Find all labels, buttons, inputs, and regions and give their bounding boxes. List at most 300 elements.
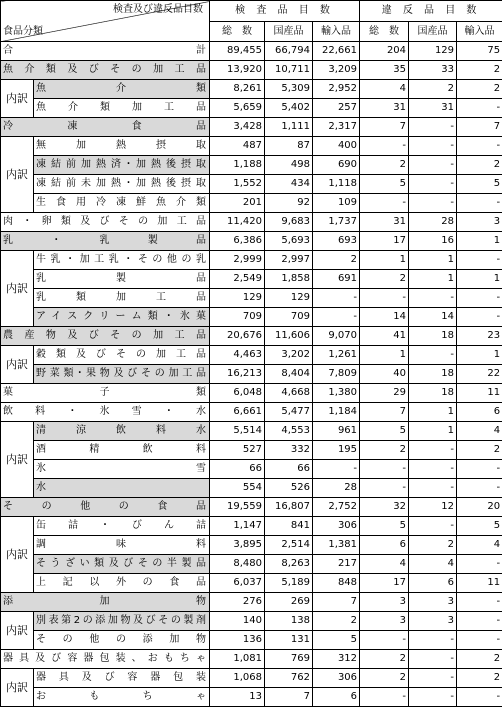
inspected-domestic-header: 国産品 [265, 22, 313, 42]
inspected-total-cell: 1,081 [210, 650, 265, 669]
violations-total-cell: 7 [360, 118, 409, 137]
violations-total-cell: 204 [360, 42, 409, 61]
violations-imported-cell: - [457, 289, 502, 308]
inspected-imported-cell: 306 [313, 517, 360, 536]
inspected-domestic-cell: 332 [265, 441, 313, 460]
subcategory-label: 野菜類･果物及びその加工品 [34, 365, 210, 384]
violations-imported-header: 輸入品 [457, 22, 502, 42]
violations-domestic-cell: - [409, 479, 457, 498]
subcategory-label: 凍結前加熱済･加熱後摂取 [34, 156, 210, 175]
table-row [1, 308, 502, 327]
violations-total-cell: 1 [360, 251, 409, 270]
breakdown-label: 内訳 [1, 80, 34, 118]
inspected-total-cell: 6,037 [210, 574, 265, 593]
violations-domestic-cell: 3 [409, 612, 457, 631]
inspected-domestic-cell: 4,668 [265, 384, 313, 403]
table-row [1, 555, 502, 574]
corner-bottom-label: 食品分類 [3, 27, 43, 37]
violations-imported-cell: - [457, 308, 502, 327]
violations-domestic-cell: - [409, 175, 457, 194]
table-row [1, 42, 502, 61]
breakdown-label: 内訳 [1, 517, 34, 593]
inspected-total-cell: 4,463 [210, 346, 265, 365]
inspected-domestic-cell: 5,693 [265, 232, 313, 251]
subcategory-label: 氷 雪 [34, 460, 210, 479]
violations-imported-cell: 1 [457, 232, 502, 251]
table-row [1, 631, 502, 650]
table-row [1, 498, 502, 517]
violations-total-cell: 31 [360, 99, 409, 118]
inspected-total-cell: 13 [210, 688, 265, 707]
breakdown-label: 内訳 [1, 346, 34, 384]
table-row [1, 194, 502, 213]
inspected-total-cell: 1,188 [210, 156, 265, 175]
category-label: 農産物及びその加工品 [1, 327, 210, 346]
inspected-domestic-cell: 8,263 [265, 555, 313, 574]
inspected-domestic-cell: 1,111 [265, 118, 313, 137]
subcategory-label: 生食用冷凍鮮魚介類 [34, 194, 210, 213]
violations-domestic-cell: 18 [409, 384, 457, 403]
violations-total-cell: 4 [360, 80, 409, 99]
inspected-imported-cell: 1,380 [313, 384, 360, 403]
corner-top-label: 検査及び違反品目数 [113, 5, 203, 15]
violations-group-header: 違 反 品 目 数 [360, 1, 502, 22]
table-row [1, 346, 502, 365]
breakdown-label: 内訳 [1, 251, 34, 327]
inspected-domestic-cell: 87 [265, 137, 313, 156]
subcategory-label: 上記以外の食品 [34, 574, 210, 593]
breakdown-label: 内訳 [1, 669, 34, 707]
violations-domestic-cell: 4 [409, 555, 457, 574]
violations-imported-cell: - [457, 688, 502, 707]
inspected-total-cell: 709 [210, 308, 265, 327]
inspected-total-cell: 13,920 [210, 61, 265, 80]
violations-domestic-cell: 1 [409, 251, 457, 270]
table-row [1, 536, 502, 555]
violations-domestic-cell: - [409, 460, 457, 479]
violations-domestic-cell: 33 [409, 61, 457, 80]
breakdown-label: 内訳 [1, 612, 34, 650]
inspected-domestic-cell: 131 [265, 631, 313, 650]
violations-imported-cell: 5 [457, 175, 502, 194]
violations-total-cell: - [360, 688, 409, 707]
table-row [1, 270, 502, 289]
inspected-total-header: 総 数 [210, 22, 265, 42]
inspected-total-cell: 5,659 [210, 99, 265, 118]
table-row [1, 517, 502, 536]
violations-total-cell: 31 [360, 213, 409, 232]
table-row [1, 479, 502, 498]
violations-total-cell: 17 [360, 232, 409, 251]
violations-domestic-cell: - [409, 650, 457, 669]
inspected-imported-cell: 961 [313, 422, 360, 441]
violations-imported-cell: - [457, 593, 502, 612]
inspected-total-cell: 6,386 [210, 232, 265, 251]
inspected-imported-cell: 400 [313, 137, 360, 156]
category-label: 乳 ・ 乳 製 品 [1, 232, 210, 251]
violations-imported-cell: 3 [457, 213, 502, 232]
violations-imported-cell: - [457, 194, 502, 213]
inspected-total-cell: 20,676 [210, 327, 265, 346]
inspected-total-cell: 1,552 [210, 175, 265, 194]
subcategory-label: アイスクリーム類・氷菓 [34, 308, 210, 327]
inspected-domestic-cell: 2,514 [265, 536, 313, 555]
violations-total-cell: 2 [360, 156, 409, 175]
inspected-total-cell: 136 [210, 631, 265, 650]
violations-imported-cell: 5 [457, 517, 502, 536]
category-label: 菓 子 類 [1, 384, 210, 403]
inspected-imported-cell: 7,809 [313, 365, 360, 384]
violations-total-cell: 4 [360, 555, 409, 574]
table-row [1, 593, 502, 612]
inspected-domestic-cell: 269 [265, 593, 313, 612]
violations-domestic-cell: 28 [409, 213, 457, 232]
header-row-1 [1, 1, 502, 22]
table-row [1, 213, 502, 232]
subcategory-label: 乳類加工品 [34, 289, 210, 308]
inspected-domestic-cell: 4,553 [265, 422, 313, 441]
inspected-total-cell: 1,068 [210, 669, 265, 688]
violations-imported-cell: 11 [457, 384, 502, 403]
violations-imported-cell: 4 [457, 536, 502, 555]
inspected-total-cell: 89,455 [210, 42, 265, 61]
subcategory-label: 魚 介 類 [34, 80, 210, 99]
violations-domestic-cell: - [409, 441, 457, 460]
violations-imported-cell: - [457, 251, 502, 270]
inspected-domestic-cell: 709 [265, 308, 313, 327]
inspected-group-header: 検 査 品 目 数 [210, 1, 360, 22]
violations-total-cell: 6 [360, 536, 409, 555]
inspected-imported-cell: 2,952 [313, 80, 360, 99]
subcategory-label: その他の添加物 [34, 631, 210, 650]
violations-domestic-cell: 3 [409, 593, 457, 612]
violations-imported-cell: 4 [457, 422, 502, 441]
violations-domestic-cell: - [409, 517, 457, 536]
inspected-total-cell: 11,420 [210, 213, 265, 232]
category-label: 添 加 物 [1, 593, 210, 612]
violations-imported-cell: 2 [457, 80, 502, 99]
table-row [1, 156, 502, 175]
inspected-imported-cell: 195 [313, 441, 360, 460]
inspected-total-cell: 129 [210, 289, 265, 308]
violations-imported-cell: - [457, 555, 502, 574]
inspected-domestic-cell: 66,794 [265, 42, 313, 61]
subcategory-label: お も ち ゃ [34, 688, 210, 707]
subcategory-label: 魚介類加工品 [34, 99, 210, 118]
table-row [1, 612, 502, 631]
subcategory-label: 缶詰・びん詰 [34, 517, 210, 536]
inspected-imported-cell: 1,118 [313, 175, 360, 194]
violations-total-cell: - [360, 137, 409, 156]
inspected-imported-cell: - [313, 289, 360, 308]
inspected-total-cell: 3,895 [210, 536, 265, 555]
inspected-domestic-cell: 7 [265, 688, 313, 707]
inspected-imported-cell: 306 [313, 669, 360, 688]
violations-domestic-cell: 16 [409, 232, 457, 251]
inspected-domestic-cell: 434 [265, 175, 313, 194]
violations-domestic-cell: 1 [409, 422, 457, 441]
violations-domestic-cell: - [409, 289, 457, 308]
inspected-imported-cell: 1,737 [313, 213, 360, 232]
violations-domestic-cell: 31 [409, 99, 457, 118]
violations-total-cell: 40 [360, 365, 409, 384]
violations-total-header: 総 数 [360, 22, 409, 42]
table-row [1, 251, 502, 270]
inspected-domestic-cell: 10,711 [265, 61, 313, 80]
inspected-domestic-cell: 5,402 [265, 99, 313, 118]
violations-imported-cell: - [457, 631, 502, 650]
inspected-domestic-cell: 16,807 [265, 498, 313, 517]
inspected-domestic-cell: 5,309 [265, 80, 313, 99]
inspected-imported-cell: 2,752 [313, 498, 360, 517]
violations-imported-cell: - [457, 460, 502, 479]
violations-imported-cell: 2 [457, 441, 502, 460]
violations-imported-cell: 11 [457, 574, 502, 593]
violations-domestic-cell: - [409, 156, 457, 175]
category-label: 肉・卵類及びその加工品 [1, 213, 210, 232]
violations-imported-cell: 22 [457, 365, 502, 384]
inspected-total-cell: 487 [210, 137, 265, 156]
violations-total-cell: - [360, 194, 409, 213]
inspected-imported-cell: 1,381 [313, 536, 360, 555]
inspected-domestic-cell: 498 [265, 156, 313, 175]
inspected-total-cell: 16,213 [210, 365, 265, 384]
inspected-total-cell: 201 [210, 194, 265, 213]
violations-domestic-cell: - [409, 137, 457, 156]
inspected-imported-cell: 1,184 [313, 403, 360, 422]
corner-header-cell [1, 1, 210, 42]
table-row [1, 175, 502, 194]
violations-domestic-cell: 1 [409, 403, 457, 422]
violations-imported-cell: 1 [457, 270, 502, 289]
inspected-total-cell: 8,261 [210, 80, 265, 99]
table-row [1, 460, 502, 479]
violations-total-cell: 5 [360, 517, 409, 536]
violations-total-cell: 7 [360, 403, 409, 422]
subcategory-label: 酒 精 飲 料 [34, 441, 210, 460]
inspected-domestic-cell: 5,189 [265, 574, 313, 593]
inspected-imported-cell: 7 [313, 593, 360, 612]
subcategory-label: 清涼飲料水 [34, 422, 210, 441]
category-label: 器具及び容器包装、おもちゃ [1, 650, 210, 669]
table-row [1, 422, 502, 441]
inspected-total-cell: 6,048 [210, 384, 265, 403]
category-label: 飲料・氷雪・水 [1, 403, 210, 422]
subcategory-label: 牛乳・加工乳・その他の乳 [34, 251, 210, 270]
subcategory-label: 別表第2の添加物及びその製剤 [34, 612, 210, 631]
table-row [1, 384, 502, 403]
inspected-total-cell: 554 [210, 479, 265, 498]
inspected-domestic-cell: 841 [265, 517, 313, 536]
violations-domestic-cell: 1 [409, 270, 457, 289]
violations-total-cell: 29 [360, 384, 409, 403]
violations-domestic-cell: 2 [409, 536, 457, 555]
violations-total-cell: 5 [360, 422, 409, 441]
inspected-imported-cell: 109 [313, 194, 360, 213]
inspected-domestic-cell: 66 [265, 460, 313, 479]
inspected-total-cell: 66 [210, 460, 265, 479]
inspected-imported-cell: 257 [313, 99, 360, 118]
inspected-domestic-cell: 3,202 [265, 346, 313, 365]
table-row [1, 669, 502, 688]
violations-total-cell: 17 [360, 574, 409, 593]
inspected-imported-cell: 690 [313, 156, 360, 175]
violations-domestic-cell: 18 [409, 327, 457, 346]
inspected-total-cell: 2,549 [210, 270, 265, 289]
subcategory-label: 調 味 料 [34, 536, 210, 555]
table-row [1, 327, 502, 346]
violations-domestic-cell: - [409, 118, 457, 137]
inspected-imported-cell: - [313, 460, 360, 479]
breakdown-label: 内訳 [1, 422, 34, 498]
violations-imported-cell: 75 [457, 42, 502, 61]
violations-total-cell: - [360, 460, 409, 479]
table-row [1, 403, 502, 422]
violations-imported-cell: 1 [457, 346, 502, 365]
inspected-domestic-cell: 11,606 [265, 327, 313, 346]
violations-imported-cell: 2 [457, 669, 502, 688]
table-body [1, 1, 502, 707]
inspected-imported-header: 輸入品 [313, 22, 360, 42]
inspected-imported-cell: 693 [313, 232, 360, 251]
violations-imported-cell: 2 [457, 650, 502, 669]
table-row [1, 118, 502, 137]
violations-imported-cell: - [457, 479, 502, 498]
violations-total-cell: 5 [360, 175, 409, 194]
inspected-domestic-cell: 769 [265, 650, 313, 669]
inspected-imported-cell: 691 [313, 270, 360, 289]
violations-imported-cell: 2 [457, 156, 502, 175]
inspected-domestic-cell: 1,858 [265, 270, 313, 289]
table-row [1, 365, 502, 384]
violations-total-cell: 2 [360, 650, 409, 669]
subcategory-label: 水 [34, 479, 210, 498]
table-row [1, 441, 502, 460]
inspected-imported-cell: 2 [313, 251, 360, 270]
inspected-imported-cell: 2,317 [313, 118, 360, 137]
violations-domestic-cell: 18 [409, 365, 457, 384]
violations-imported-cell: - [457, 612, 502, 631]
violations-imported-cell: - [457, 99, 502, 118]
inspected-imported-cell: 28 [313, 479, 360, 498]
inspected-total-cell: 19,559 [210, 498, 265, 517]
violations-domestic-cell: - [409, 346, 457, 365]
category-label: 魚介類及びその加工品 [1, 61, 210, 80]
violations-domestic-cell: 14 [409, 308, 457, 327]
inspected-imported-cell: 9,070 [313, 327, 360, 346]
inspected-total-cell: 2,999 [210, 251, 265, 270]
inspected-total-cell: 1,147 [210, 517, 265, 536]
violations-total-cell: 41 [360, 327, 409, 346]
inspected-domestic-cell: 9,683 [265, 213, 313, 232]
violations-domestic-header: 国産品 [409, 22, 457, 42]
inspected-total-cell: 6,661 [210, 403, 265, 422]
violations-total-cell: - [360, 479, 409, 498]
subcategory-label: 乳 製 品 [34, 270, 210, 289]
violations-imported-cell: 6 [457, 403, 502, 422]
violations-imported-cell: - [457, 137, 502, 156]
violations-domestic-cell: 6 [409, 574, 457, 593]
inspected-total-cell: 276 [210, 593, 265, 612]
inspected-domestic-cell: 2,997 [265, 251, 313, 270]
inspected-imported-cell: - [313, 308, 360, 327]
violations-total-cell: 35 [360, 61, 409, 80]
table-row [1, 650, 502, 669]
inspected-total-cell: 8,480 [210, 555, 265, 574]
table-row [1, 688, 502, 707]
violations-total-cell: 2 [360, 270, 409, 289]
inspected-total-cell: 3,428 [210, 118, 265, 137]
violations-total-cell: 32 [360, 498, 409, 517]
violations-imported-cell: 2 [457, 61, 502, 80]
violations-domestic-cell: - [409, 194, 457, 213]
violations-domestic-cell: 129 [409, 42, 457, 61]
inspected-imported-cell: 2 [313, 612, 360, 631]
subcategory-label: 器具及び容器包装 [34, 669, 210, 688]
subcategory-label: 凍結前未加熱･加熱後摂取 [34, 175, 210, 194]
violations-domestic-cell: - [409, 631, 457, 650]
inspected-total-cell: 527 [210, 441, 265, 460]
inspected-imported-cell: 848 [313, 574, 360, 593]
violations-total-cell: - [360, 289, 409, 308]
inspected-domestic-cell: 762 [265, 669, 313, 688]
violations-domestic-cell: 12 [409, 498, 457, 517]
subcategory-label: 無加熱摂取 [34, 137, 210, 156]
inspected-imported-cell: 6 [313, 688, 360, 707]
inspected-total-cell: 5,514 [210, 422, 265, 441]
table-row [1, 289, 502, 308]
inspected-imported-cell: 217 [313, 555, 360, 574]
category-label: 合 計 [1, 42, 210, 61]
inspected-domestic-cell: 526 [265, 479, 313, 498]
category-label: 冷 凍 食 品 [1, 118, 210, 137]
subcategory-label: そうざい類及びその半製品 [34, 555, 210, 574]
table-row [1, 61, 502, 80]
table-row [1, 80, 502, 99]
inspected-domestic-cell: 129 [265, 289, 313, 308]
table-row [1, 137, 502, 156]
inspected-imported-cell: 312 [313, 650, 360, 669]
inspected-total-cell: 140 [210, 612, 265, 631]
violations-domestic-cell: - [409, 669, 457, 688]
inspected-domestic-cell: 5,477 [265, 403, 313, 422]
violations-imported-cell: 20 [457, 498, 502, 517]
table-row [1, 574, 502, 593]
inspected-imported-cell: 3,209 [313, 61, 360, 80]
inspected-imported-cell: 22,661 [313, 42, 360, 61]
subcategory-label: 穀類及びその加工品 [34, 346, 210, 365]
inspected-imported-cell: 5 [313, 631, 360, 650]
violations-total-cell: - [360, 631, 409, 650]
violations-total-cell: 2 [360, 669, 409, 688]
violations-total-cell: 3 [360, 593, 409, 612]
violations-domestic-cell: - [409, 688, 457, 707]
violations-total-cell: 3 [360, 612, 409, 631]
inspected-domestic-cell: 8,404 [265, 365, 313, 384]
breakdown-label: 内訳 [1, 137, 34, 213]
violations-imported-cell: 7 [457, 118, 502, 137]
violations-domestic-cell: 2 [409, 80, 457, 99]
violations-total-cell: 2 [360, 441, 409, 460]
inspected-domestic-cell: 138 [265, 612, 313, 631]
inspected-domestic-cell: 92 [265, 194, 313, 213]
inspected-imported-cell: 1,261 [313, 346, 360, 365]
table-row [1, 99, 502, 118]
table-row [1, 232, 502, 251]
violations-total-cell: 14 [360, 308, 409, 327]
violations-total-cell: 1 [360, 346, 409, 365]
category-label: その他の食品 [1, 498, 210, 517]
